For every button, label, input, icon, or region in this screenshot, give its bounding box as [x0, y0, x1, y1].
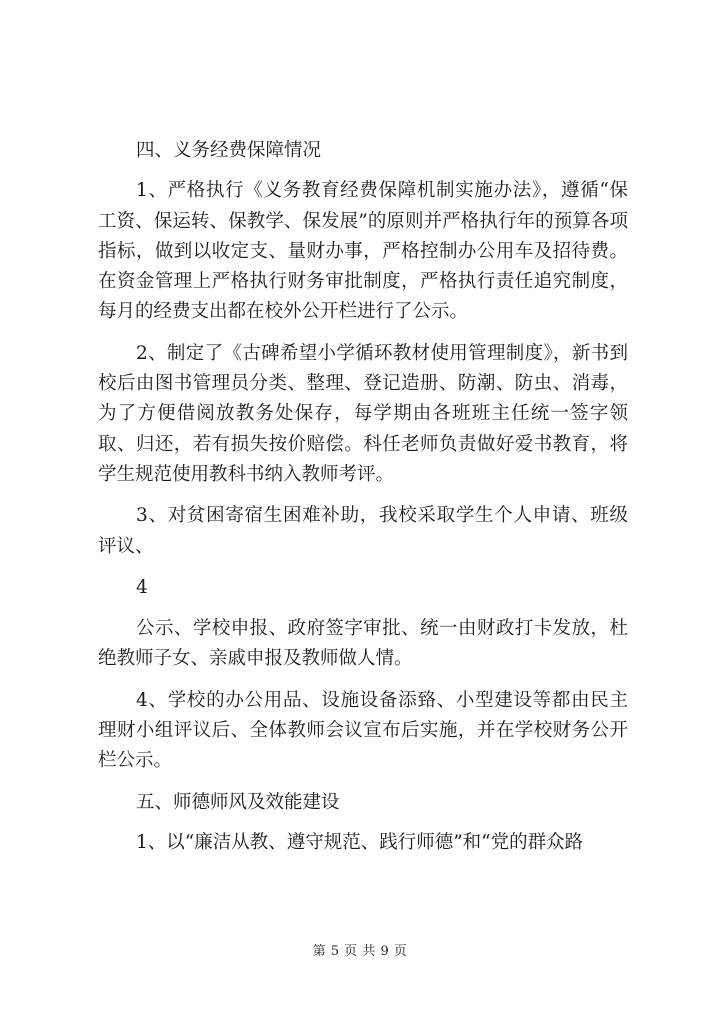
section-heading-4: 四、义务经费保障情况	[136, 140, 322, 161]
document-body	[98, 136, 628, 869]
paragraph-5-1: 1、以“廉洁从教、遵守规范、践行师德”和“党的群众路	[136, 831, 584, 853]
paragraph-3: 3、对贫困寄宿生困难补助，我校采取学生个人申请、班级评议、	[98, 505, 628, 557]
paragraph-4: 4、学校的办公用品、设施设备添臵、小型建设等都由民主理财小组评议后、全体教师会议宣布后实施，并在学校财务公开栏公示。	[98, 689, 628, 772]
paragraph-2: 2、制定了《古碑希望小学循环教材使用管理制度》，新书到校后由图书管理员分类、整理、登记造册、防潮、防虫、消毒，为了方便借阅放教务处保存，每学期由各班班主任统一签字领取、归还，若有损失按价赔偿。科任老师负责做好爱书教育，将学生规范使用教科书纳入教师考评。	[98, 342, 628, 485]
paragraph-3-continued: 公示、学校申报、政府签字审批、统一由财政打卡发放，杜绝教师子女、亲戚申报及教师做人情。	[98, 618, 628, 670]
stray-number: 4	[136, 576, 148, 598]
page-footer: 第 5 页 共 9 页	[312, 944, 408, 959]
section-heading-5: 五、师德师风及效能建设	[136, 791, 340, 813]
paragraph-1: 1、严格执行《义务教育经费保障机制实施办法》，遵循“保工资、保运转、保教学、保发展”的原则并严格执行年的预算各项指标，做到以收定支、量财办事，严格控制办公用车及招待费。在资金管理上严格执行财务审批制度，严格执行责任追究制度，每月的经费支出都在校外公开栏进行了公示。	[98, 180, 628, 323]
